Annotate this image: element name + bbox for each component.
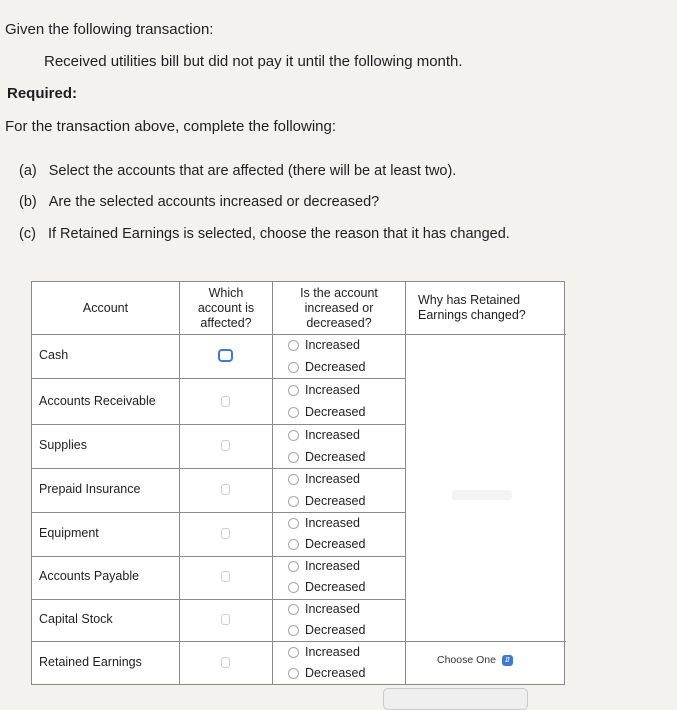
- radio-circle-icon: [288, 582, 299, 593]
- increased-radio[interactable]: Increased: [288, 383, 360, 397]
- decreased-radio[interactable]: Decreased: [288, 405, 365, 419]
- transaction-text: Received utilities bill but did not pay it until the following month.: [44, 53, 463, 70]
- affected-checkbox[interactable]: [221, 571, 230, 582]
- select-arrows-icon: ⇵: [502, 655, 513, 666]
- reason-select[interactable]: [437, 654, 513, 666]
- row-rule: [32, 599, 405, 600]
- decreased-radio[interactable]: Decreased: [288, 494, 365, 508]
- account-label: Retained Earnings: [39, 655, 142, 669]
- radio-circle-icon: [288, 625, 299, 636]
- decreased-radio[interactable]: Decreased: [288, 360, 365, 374]
- increased-radio[interactable]: Increased: [288, 338, 360, 352]
- question-intro: Given the following transaction:: [5, 21, 214, 38]
- affected-checkbox[interactable]: [221, 484, 230, 495]
- radio-circle-icon: [288, 668, 299, 679]
- header-direction: Is the account increased or decreased?: [300, 285, 378, 330]
- instruction-text: For the transaction above, complete the following:: [5, 118, 337, 135]
- decreased-radio[interactable]: Decreased: [288, 580, 365, 594]
- step-a: [19, 163, 456, 179]
- decreased-radio[interactable]: Decreased: [288, 537, 365, 551]
- affected-checkbox[interactable]: [221, 396, 230, 407]
- row-rule: [32, 468, 405, 469]
- radio-circle-icon: [288, 539, 299, 550]
- placeholder-blur: [452, 490, 512, 500]
- increased-radio[interactable]: Increased: [288, 472, 360, 486]
- account-label: Accounts Receivable: [39, 394, 156, 408]
- radio-circle-icon: [288, 604, 299, 615]
- radio-circle-icon: [288, 430, 299, 441]
- radio-circle-icon: [288, 647, 299, 658]
- row-rule: [32, 378, 405, 379]
- step-text: Select the accounts that are affected (there will be at least two).: [48, 163, 457, 179]
- increased-radio[interactable]: Increased: [288, 645, 360, 659]
- required-label: Required:: [7, 85, 78, 102]
- step-letter: (b): [19, 194, 37, 210]
- affected-checkbox[interactable]: [221, 440, 230, 451]
- col-divider: [405, 282, 406, 684]
- radio-circle-icon: [288, 407, 299, 418]
- header-affected: Which account is affected?: [197, 285, 255, 330]
- step-c: [19, 226, 510, 242]
- step-text: Are the selected accounts increased or decreased?: [48, 194, 380, 210]
- header-account: Account: [82, 300, 129, 315]
- decreased-radio[interactable]: Decreased: [288, 450, 365, 464]
- col-divider: [179, 282, 180, 684]
- increased-radio[interactable]: Increased: [288, 428, 360, 442]
- col-divider: [272, 282, 273, 684]
- affected-checkbox[interactable]: [221, 614, 230, 625]
- increased-radio[interactable]: Increased: [288, 602, 360, 616]
- radio-circle-icon: [288, 340, 299, 351]
- radio-circle-icon: [288, 474, 299, 485]
- radio-circle-icon: [288, 561, 299, 572]
- reason-select-value: Choose One: [437, 654, 496, 666]
- row-rule: [32, 512, 405, 513]
- increased-radio[interactable]: Increased: [288, 559, 360, 573]
- affected-checkbox[interactable]: [221, 528, 230, 539]
- transaction-table: [31, 281, 565, 685]
- step-letter: (c): [19, 226, 36, 242]
- decreased-radio[interactable]: Decreased: [288, 666, 365, 680]
- radio-circle-icon: [288, 496, 299, 507]
- radio-circle-icon: [288, 362, 299, 373]
- step-text: If Retained Earnings is selected, choose the reason that it has changed.: [47, 226, 510, 242]
- account-label: Supplies: [39, 438, 87, 452]
- row-rule: [32, 641, 566, 642]
- header-rule: [32, 334, 566, 335]
- account-label: Prepaid Insurance: [39, 482, 141, 496]
- radio-circle-icon: [288, 385, 299, 396]
- step-b: [19, 194, 379, 210]
- step-letter: (a): [19, 163, 37, 179]
- increased-radio[interactable]: Increased: [288, 516, 360, 530]
- partial-button[interactable]: [383, 688, 528, 710]
- account-label: Capital Stock: [39, 612, 113, 626]
- radio-circle-icon: [288, 518, 299, 529]
- account-label: Cash: [39, 348, 69, 362]
- row-rule: [32, 556, 405, 557]
- row-rule: [32, 424, 405, 425]
- decreased-radio[interactable]: Decreased: [288, 623, 365, 637]
- affected-checkbox[interactable]: [218, 349, 233, 362]
- affected-checkbox[interactable]: [221, 657, 230, 668]
- account-label: Accounts Payable: [39, 569, 140, 583]
- account-label: Equipment: [39, 526, 99, 540]
- header-reason: Why has Retained Earnings changed?: [418, 293, 526, 322]
- radio-circle-icon: [288, 452, 299, 463]
